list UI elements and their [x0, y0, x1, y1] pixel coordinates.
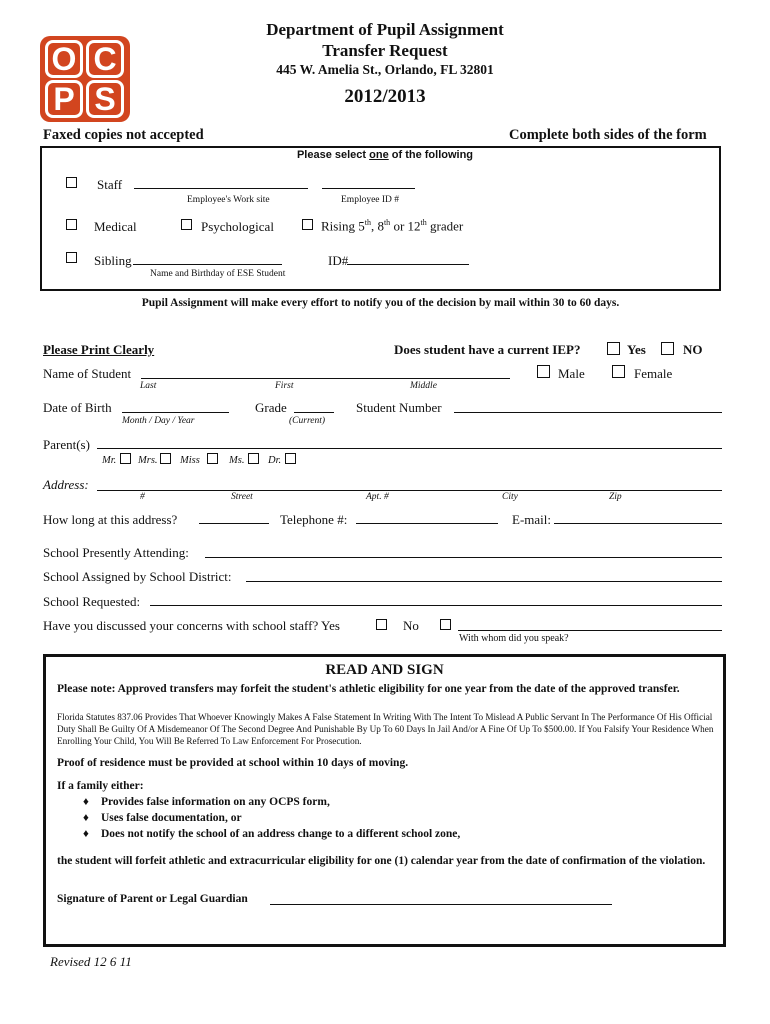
school-assigned-line[interactable]: [246, 581, 722, 582]
logo-letter-p: P: [45, 80, 83, 118]
email-line[interactable]: [554, 523, 722, 524]
title-mr-label: Mr.: [102, 455, 117, 466]
staff-id-caption: Employee ID #: [341, 195, 400, 205]
list-item: ♦ Provides false information on any OCPS form,: [83, 796, 330, 808]
how-long-label: How long at this address?: [43, 512, 178, 527]
discussed-question: Have you discussed your concerns with school staff? Yes: [43, 618, 340, 633]
iep-yes-checkbox[interactable]: [607, 342, 620, 355]
male-checkbox[interactable]: [537, 365, 550, 378]
male-label: Male: [558, 366, 585, 381]
staff-worksite-caption: Employee's Work site: [187, 195, 270, 205]
bullet-list: [83, 796, 460, 844]
sibling-id-line[interactable]: [347, 264, 469, 265]
title-transfer-request: Transfer Request: [322, 41, 448, 60]
title-mr-checkbox[interactable]: [120, 453, 131, 464]
school-present-label: School Presently Attending:: [43, 545, 189, 560]
sibling-name-line[interactable]: [133, 264, 282, 265]
addr-caption-zip: Zip: [609, 492, 622, 502]
school-year: 2012/2013: [344, 86, 426, 107]
dob-line[interactable]: [122, 412, 229, 413]
complete-notice: Complete both sides of the form: [509, 127, 707, 143]
discussed-yes-checkbox[interactable]: [376, 619, 387, 630]
school-present-line[interactable]: [205, 557, 722, 558]
school-assigned-label: School Assigned by School District:: [43, 569, 232, 584]
florida-statute-text: Florida Statutes 837.06 Provides That Whoever Knowingly Makes A False Statement In Writing With The Intent To Mislead A Public Servant In The Performance Of His Official Duty Shall Be Guilty Of A Misdemeanor Of The Second Degree And Punishable By Up To 60 Days In Jail And/or A Fine Of Up To $500.00. If You Falsify Your Residence When Enrolling Your Child, You Will Be Referred To Law Enforcement For Prosecution.: [57, 712, 714, 746]
with-whom-line[interactable]: [458, 630, 722, 631]
psychological-checkbox[interactable]: [181, 219, 192, 230]
parents-label: Parent(s): [43, 437, 90, 452]
dob-caption: Month / Day / Year: [122, 416, 195, 426]
logo-letter-c: C: [86, 40, 124, 78]
title-miss-label: Miss: [180, 455, 200, 466]
title-dr-label: Dr.: [268, 455, 282, 466]
title-dr-checkbox[interactable]: [285, 453, 296, 464]
title-mrs-label: Mrs.: [138, 455, 158, 466]
female-checkbox[interactable]: [612, 365, 625, 378]
forfeit-eligibility-text: the student will forfeit athletic and extracurricular eligibility for one (1) calendar year from the date of confirmation of the violation.: [57, 855, 706, 867]
addr-caption-apt: Apt. #: [366, 492, 389, 502]
school-requested-label: School Requested:: [43, 594, 141, 609]
sibling-checkbox[interactable]: [66, 252, 77, 263]
signature-line[interactable]: [270, 904, 612, 905]
school-requested-line[interactable]: [150, 605, 722, 606]
psychological-label: Psychological: [201, 219, 274, 234]
faxed-notice: Faxed copies not accepted: [43, 127, 204, 143]
address-label: Address:: [43, 477, 89, 492]
sibling-label: Sibling: [94, 253, 132, 268]
iep-yes-label: Yes: [627, 342, 646, 357]
student-name-line[interactable]: [141, 378, 510, 379]
approved-transfer-note: Please note: Approved transfers may forfeit the student's athletic eligibility for one year from the date of the approved transfer.: [57, 683, 680, 695]
caption-last: Last: [140, 381, 157, 391]
sibling-caption: Name and Birthday of ESE Student: [150, 269, 286, 279]
caption-first: First: [275, 381, 294, 391]
grade-caption: (Current): [289, 416, 326, 426]
diamond-bullet-icon: ♦: [83, 828, 89, 840]
title-ms-label: Ms.: [229, 455, 245, 466]
logo-letter-s: S: [86, 80, 124, 118]
address-line[interactable]: [97, 490, 722, 491]
title-mrs-checkbox[interactable]: [160, 453, 171, 464]
signature-label: Signature of Parent or Legal Guardian: [57, 893, 248, 905]
telephone-label: Telephone #:: [280, 512, 348, 527]
iep-no-checkbox[interactable]: [661, 342, 674, 355]
title-miss-checkbox[interactable]: [207, 453, 218, 464]
selection-prompt: Please select one of the following: [296, 149, 474, 161]
telephone-line[interactable]: [356, 523, 498, 524]
how-long-line[interactable]: [199, 523, 269, 524]
rising-grader-checkbox[interactable]: [302, 219, 313, 230]
staff-label: Staff: [97, 177, 123, 192]
iep-no-label: NO: [683, 342, 703, 357]
student-number-label: Student Number: [356, 400, 442, 415]
dob-label: Date of Birth: [43, 400, 112, 415]
if-family-either: If a family either:: [57, 780, 144, 792]
print-clearly-label: Please Print Clearly: [43, 342, 155, 357]
revised-date: Revised 12 6 11: [50, 954, 132, 969]
ocps-logo: [40, 36, 130, 122]
caption-middle: Middle: [410, 381, 437, 391]
title-department: Department of Pupil Assignment: [266, 20, 504, 39]
student-name-label: Name of Student: [43, 366, 132, 381]
sibling-id-label: ID#: [328, 253, 349, 268]
diamond-bullet-icon: ♦: [83, 812, 89, 824]
title-ms-checkbox[interactable]: [248, 453, 259, 464]
addr-caption-number: #: [140, 492, 145, 502]
staff-id-line[interactable]: [322, 188, 415, 189]
addr-caption-street: Street: [231, 492, 253, 502]
parents-line[interactable]: [97, 448, 722, 449]
medical-label: Medical: [94, 219, 137, 234]
grade-label: Grade: [255, 400, 287, 415]
header-address: 445 W. Amelia St., Orlando, FL 32801: [276, 62, 494, 77]
logo-letter-o: O: [45, 40, 83, 78]
medical-checkbox[interactable]: [66, 219, 77, 230]
female-label: Female: [634, 366, 673, 381]
rising-grader-label: Rising 5th, 8th or 12th grader: [321, 218, 464, 234]
iep-question: Does student have a current IEP?: [394, 342, 581, 357]
addr-caption-city: City: [502, 492, 518, 502]
list-item: ♦ Uses false documentation, or: [83, 812, 242, 824]
with-whom-caption: With whom did you speak?: [459, 633, 569, 644]
proof-of-residence: Proof of residence must be provided at school within 10 days of moving.: [57, 757, 409, 769]
staff-checkbox[interactable]: [66, 177, 77, 188]
grade-line[interactable]: [294, 412, 334, 413]
email-label: E-mail:: [512, 512, 551, 527]
list-item: ♦ Does not notify the school of an address change to a different school zone,: [83, 828, 461, 840]
discussed-no-checkbox[interactable]: [440, 619, 451, 630]
notify-text: Pupil Assignment will make every effort to notify you of the decision by mail within 30 to 60 days.: [141, 297, 620, 309]
diamond-bullet-icon: ♦: [83, 796, 89, 808]
student-number-line[interactable]: [454, 412, 722, 413]
staff-worksite-line[interactable]: [134, 188, 308, 189]
read-sign-heading: READ AND SIGN: [325, 662, 444, 678]
discussed-no-label: No: [403, 618, 419, 633]
